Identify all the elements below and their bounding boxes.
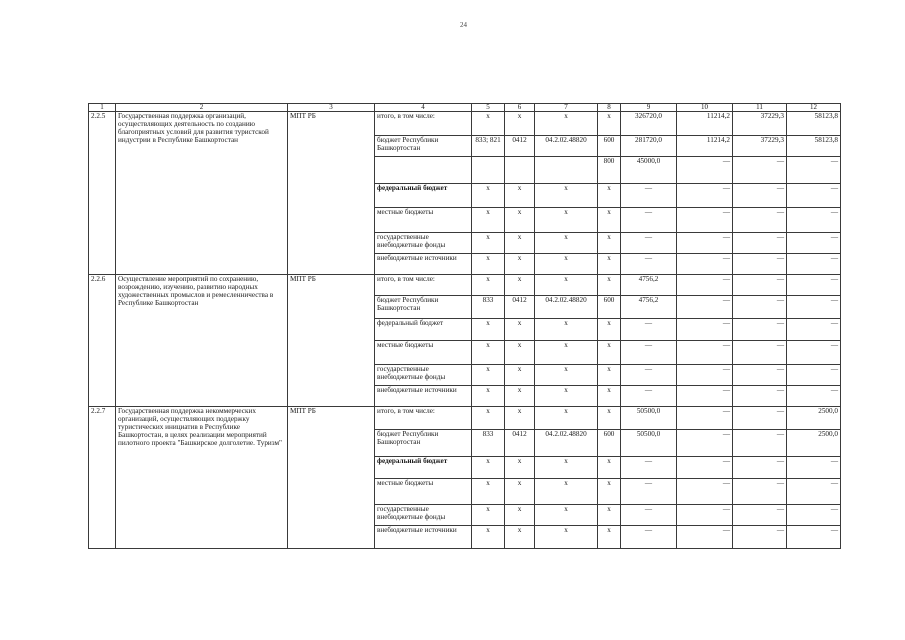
- code-cell: х: [472, 318, 505, 341]
- amount-cell: 45000,0: [621, 157, 677, 184]
- code-cell: х: [472, 364, 505, 385]
- amount-cell: 4756,2: [621, 296, 677, 319]
- section-number-cell: 2.2.5: [89, 112, 116, 275]
- header-cell: 9: [621, 104, 677, 112]
- target-article-cell: 04.2.02.48820: [535, 430, 598, 457]
- funding-source-cell: государственные внебюджетные фонды: [375, 504, 472, 525]
- header-cell: 2: [116, 104, 288, 112]
- target-article-cell: х: [535, 208, 598, 233]
- funding-source-cell: бюджет Республики Башкортостан: [375, 135, 472, 156]
- expense-type-cell: 600: [598, 296, 621, 319]
- amount-cell: 281720,0: [621, 135, 677, 156]
- amount-cell: 37229,3: [733, 135, 787, 156]
- amount-cell: —: [677, 232, 733, 253]
- expense-type-cell: х: [598, 479, 621, 505]
- funding-source-cell: федеральный бюджет: [375, 183, 472, 208]
- amount-cell: —: [787, 341, 841, 365]
- section-title-cell: Государственная поддержка организаций, осуществляющих деятельность по созданию благоприятных условий для развития туристской индустрии в Республике Башкортостан: [116, 112, 288, 275]
- amount-cell: —: [787, 274, 841, 295]
- target-article-cell: х: [535, 254, 598, 274]
- amount-cell: —: [677, 456, 733, 479]
- amount-cell: —: [787, 456, 841, 479]
- amount-cell: —: [733, 254, 787, 274]
- expense-type-cell: х: [598, 456, 621, 479]
- code-cell: х: [472, 112, 505, 136]
- header-cell: 7: [535, 104, 598, 112]
- funding-source-cell: федеральный бюджет: [375, 456, 472, 479]
- amount-cell: —: [677, 208, 733, 233]
- amount-cell: —: [621, 479, 677, 505]
- amount-cell: —: [677, 341, 733, 365]
- section-code-cell: 0412: [505, 430, 535, 457]
- amount-cell: —: [677, 364, 733, 385]
- funding-source-cell: бюджет Республики Башкортостан: [375, 430, 472, 457]
- section-code-cell: х: [505, 364, 535, 385]
- executor-cell: МПТ РБ: [288, 406, 375, 548]
- amount-cell: —: [677, 296, 733, 319]
- amount-cell: —: [677, 157, 733, 184]
- section-code-cell: х: [505, 386, 535, 406]
- code-cell: 833: [472, 296, 505, 319]
- header-cell: 12: [787, 104, 841, 112]
- expense-type-cell: х: [598, 526, 621, 549]
- target-article-cell: х: [535, 456, 598, 479]
- amount-cell: —: [733, 526, 787, 549]
- amount-cell: —: [677, 274, 733, 295]
- amount-cell: —: [787, 318, 841, 341]
- amount-cell: —: [733, 341, 787, 365]
- expense-type-cell: 800: [598, 157, 621, 184]
- amount-cell: —: [787, 254, 841, 274]
- target-article-cell: х: [535, 274, 598, 295]
- code-cell: х: [472, 526, 505, 549]
- table-row: [89, 406, 841, 430]
- code-cell: х: [472, 406, 505, 430]
- amount-cell: —: [733, 456, 787, 479]
- amount-cell: —: [621, 526, 677, 549]
- header-cell: 10: [677, 104, 733, 112]
- section-code-cell: х: [505, 479, 535, 505]
- target-article-cell: х: [535, 479, 598, 505]
- section-code-cell: х: [505, 232, 535, 253]
- code-cell: 833; 821: [472, 135, 505, 156]
- target-article-cell: х: [535, 504, 598, 525]
- amount-cell: —: [677, 526, 733, 549]
- target-article-cell: х: [535, 364, 598, 385]
- amount-cell: 2500,0: [787, 430, 841, 457]
- amount-cell: —: [733, 208, 787, 233]
- amount-cell: 58123,8: [787, 112, 841, 136]
- target-article-cell: х: [535, 112, 598, 136]
- amount-cell: —: [677, 183, 733, 208]
- target-article-cell: [535, 157, 598, 184]
- section-code-cell: 0412: [505, 135, 535, 156]
- amount-cell: 11214,2: [677, 112, 733, 136]
- section-number-cell: 2.2.7: [89, 406, 116, 548]
- target-article-cell: х: [535, 183, 598, 208]
- expense-type-cell: х: [598, 386, 621, 406]
- budget-table: [88, 103, 841, 549]
- section-code-cell: х: [505, 504, 535, 525]
- amount-cell: 58123,8: [787, 135, 841, 156]
- target-article-cell: х: [535, 341, 598, 365]
- amount-cell: 50500,0: [621, 430, 677, 457]
- header-row: [89, 104, 841, 112]
- expense-type-cell: 600: [598, 135, 621, 156]
- section-code-cell: х: [505, 406, 535, 430]
- code-cell: х: [472, 232, 505, 253]
- target-article-cell: 04.2.02.48820: [535, 135, 598, 156]
- amount-cell: —: [733, 364, 787, 385]
- amount-cell: —: [787, 479, 841, 505]
- amount-cell: —: [733, 406, 787, 430]
- section-code-cell: х: [505, 254, 535, 274]
- header-cell: 4: [375, 104, 472, 112]
- header-cell: 6: [505, 104, 535, 112]
- funding-source-cell: итого, в том числе:: [375, 274, 472, 295]
- expense-type-cell: х: [598, 504, 621, 525]
- amount-cell: —: [621, 208, 677, 233]
- section-code-cell: х: [505, 341, 535, 365]
- amount-cell: —: [621, 232, 677, 253]
- amount-cell: —: [677, 406, 733, 430]
- section-title-cell: Государственная поддержка некоммерческих организаций, осуществляющих поддержку туристических инициатив в Республике Башкортостан, в целях реализации мероприятий пилотного проекта "Башкирское долголетие. Туризм": [116, 406, 288, 548]
- code-cell: х: [472, 456, 505, 479]
- amount-cell: 326720,0: [621, 112, 677, 136]
- expense-type-cell: х: [598, 112, 621, 136]
- code-cell: х: [472, 386, 505, 406]
- expense-type-cell: х: [598, 232, 621, 253]
- amount-cell: —: [677, 479, 733, 505]
- expense-type-cell: х: [598, 318, 621, 341]
- expense-type-cell: х: [598, 406, 621, 430]
- amount-cell: —: [621, 456, 677, 479]
- code-cell: х: [472, 504, 505, 525]
- amount-cell: —: [677, 386, 733, 406]
- expense-type-cell: х: [598, 274, 621, 295]
- header-cell: 8: [598, 104, 621, 112]
- section-code-cell: х: [505, 456, 535, 479]
- funding-source-cell: внебюджетные источники: [375, 526, 472, 549]
- amount-cell: —: [621, 364, 677, 385]
- funding-source-cell: итого, в том числе:: [375, 112, 472, 136]
- funding-source-cell: внебюджетные источники: [375, 386, 472, 406]
- amount-cell: —: [621, 318, 677, 341]
- table-row: [89, 112, 841, 136]
- section-code-cell: х: [505, 526, 535, 549]
- funding-source-cell: федеральный бюджет: [375, 318, 472, 341]
- funding-source-cell: [375, 157, 472, 184]
- funding-source-cell: итого, в том числе:: [375, 406, 472, 430]
- amount-cell: —: [733, 430, 787, 457]
- amount-cell: —: [677, 430, 733, 457]
- funding-source-cell: местные бюджеты: [375, 208, 472, 233]
- amount-cell: —: [677, 318, 733, 341]
- target-article-cell: х: [535, 232, 598, 253]
- funding-source-cell: местные бюджеты: [375, 341, 472, 365]
- funding-source-cell: бюджет Республики Башкортостан: [375, 296, 472, 319]
- funding-source-cell: государственные внебюджетные фонды: [375, 364, 472, 385]
- amount-cell: —: [787, 208, 841, 233]
- target-article-cell: х: [535, 526, 598, 549]
- amount-cell: —: [621, 341, 677, 365]
- funding-source-cell: местные бюджеты: [375, 479, 472, 505]
- funding-source-cell: внебюджетные источники: [375, 254, 472, 274]
- page-number: 24: [460, 21, 467, 29]
- expense-type-cell: х: [598, 183, 621, 208]
- amount-cell: —: [621, 386, 677, 406]
- table-row: [89, 274, 841, 295]
- amount-cell: —: [733, 232, 787, 253]
- amount-cell: —: [787, 504, 841, 525]
- amount-cell: —: [733, 157, 787, 184]
- amount-cell: —: [733, 183, 787, 208]
- code-cell: 833: [472, 430, 505, 457]
- code-cell: х: [472, 341, 505, 365]
- amount-cell: —: [733, 479, 787, 505]
- amount-cell: 2500,0: [787, 406, 841, 430]
- code-cell: х: [472, 183, 505, 208]
- expense-type-cell: х: [598, 341, 621, 365]
- section-code-cell: х: [505, 208, 535, 233]
- code-cell: х: [472, 274, 505, 295]
- expense-type-cell: х: [598, 208, 621, 233]
- header-cell: 5: [472, 104, 505, 112]
- expense-type-cell: 600: [598, 430, 621, 457]
- code-cell: [472, 157, 505, 184]
- section-number-cell: 2.2.6: [89, 274, 116, 406]
- funding-source-cell: государственные внебюджетные фонды: [375, 232, 472, 253]
- target-article-cell: х: [535, 318, 598, 341]
- amount-cell: 37229,3: [733, 112, 787, 136]
- header-cell: 11: [733, 104, 787, 112]
- amount-cell: —: [733, 274, 787, 295]
- amount-cell: —: [733, 318, 787, 341]
- target-article-cell: х: [535, 406, 598, 430]
- header-cell: 3: [288, 104, 375, 112]
- amount-cell: —: [787, 386, 841, 406]
- target-article-cell: 04.2.02.48820: [535, 296, 598, 319]
- amount-cell: —: [787, 526, 841, 549]
- section-title-cell: Осуществление мероприятий по сохранению, возрождению, изучению, развитию народных художественных промыслов и ремесленничества в Республике Башкортостан: [116, 274, 288, 406]
- executor-cell: МПТ РБ: [288, 274, 375, 406]
- amount-cell: 4756,2: [621, 274, 677, 295]
- amount-cell: 11214,2: [677, 135, 733, 156]
- amount-cell: —: [621, 254, 677, 274]
- header-cell: 1: [89, 104, 116, 112]
- amount-cell: —: [787, 364, 841, 385]
- amount-cell: —: [621, 504, 677, 525]
- amount-cell: 50500,0: [621, 406, 677, 430]
- amount-cell: —: [787, 296, 841, 319]
- amount-cell: —: [787, 183, 841, 208]
- code-cell: х: [472, 254, 505, 274]
- section-code-cell: х: [505, 183, 535, 208]
- section-code-cell: х: [505, 274, 535, 295]
- section-code-cell: х: [505, 112, 535, 136]
- code-cell: х: [472, 479, 505, 505]
- section-code-cell: х: [505, 318, 535, 341]
- amount-cell: —: [787, 157, 841, 184]
- amount-cell: —: [733, 386, 787, 406]
- amount-cell: —: [677, 254, 733, 274]
- executor-cell: МПТ РБ: [288, 112, 375, 275]
- target-article-cell: х: [535, 386, 598, 406]
- section-code-cell: [505, 157, 535, 184]
- code-cell: х: [472, 208, 505, 233]
- amount-cell: —: [787, 232, 841, 253]
- expense-type-cell: х: [598, 254, 621, 274]
- amount-cell: —: [621, 183, 677, 208]
- expense-type-cell: х: [598, 364, 621, 385]
- section-code-cell: 0412: [505, 296, 535, 319]
- amount-cell: —: [733, 504, 787, 525]
- amount-cell: —: [677, 504, 733, 525]
- amount-cell: —: [733, 296, 787, 319]
